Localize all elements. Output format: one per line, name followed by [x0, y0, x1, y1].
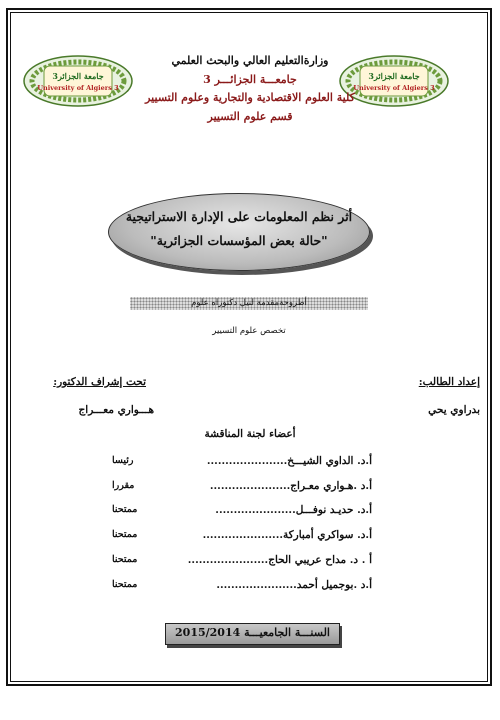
- svg-text:University of Algiers 3: University of Algiers 3: [353, 84, 435, 92]
- thesis-title-subtitle: "حالة بعض المؤسسات الجزائرية": [150, 233, 328, 248]
- member-name: أ . د. مداح عريبي الحاج......................: [187, 554, 372, 566]
- member-role: ممتحنا: [112, 554, 138, 565]
- member-name: أ.د. الداوي الشيـــخ......................: [206, 455, 372, 467]
- member-name: أ.د .هـواري معـراج......................: [209, 480, 372, 492]
- svg-text:جامعة الجزائر3: جامعة الجزائر3: [368, 71, 420, 81]
- thesis-title-main: أثر نظم المعلومات على الإدارة الاستراتيجية: [125, 209, 353, 224]
- supervisor-name: هـــواري معـــراج: [78, 404, 154, 416]
- faculty-name: كلية العلوم الاقتصادية والتجارية وعلوم التسيير: [145, 91, 355, 104]
- ministry-name: وزارةالتعليم العالي والبحث العلمي: [171, 54, 329, 67]
- member-role: مقررا: [112, 480, 135, 491]
- svg-text:جامعة الجزائر3: جامعة الجزائر3: [52, 71, 104, 81]
- department-name: قسم علوم التسيير: [207, 109, 293, 123]
- student-label: إعداد الطالب:: [418, 376, 480, 388]
- thesis-title: [108, 205, 370, 253]
- thesis-type: أطروحةمقدمة لنيل دكتوراه علوم: [191, 298, 307, 308]
- academic-year: السنـــة الجامعيـــة 2015/2014: [175, 626, 330, 639]
- svg-text:University of Algiers 3: University of Algiers 3: [37, 84, 119, 92]
- student-name: بدراوي يحي: [428, 404, 480, 416]
- member-name: أ.د. سواكري أمباركة......................: [202, 529, 372, 541]
- member-name: أ.د. حديـد نوفـــل......................: [215, 504, 372, 516]
- thesis-specialty: تخصص علوم التسيير: [212, 326, 286, 336]
- member-role: ممتحنا: [112, 504, 138, 515]
- supervisor-label: تحت إشراف الدكتور:: [53, 376, 146, 388]
- member-role: رئيسا: [112, 455, 134, 466]
- member-name: أ.د .بوجميل أحمد......................: [216, 579, 372, 591]
- university-logo-left: [22, 54, 134, 108]
- university-name: جامعـــة الجزائـــر 3: [203, 72, 297, 86]
- committee-title: أعضاء لجنة المناقشة: [204, 428, 296, 440]
- member-role: ممتحنا: [112, 579, 138, 590]
- institution-header: [140, 52, 360, 126]
- member-role: ممتحنا: [112, 529, 138, 540]
